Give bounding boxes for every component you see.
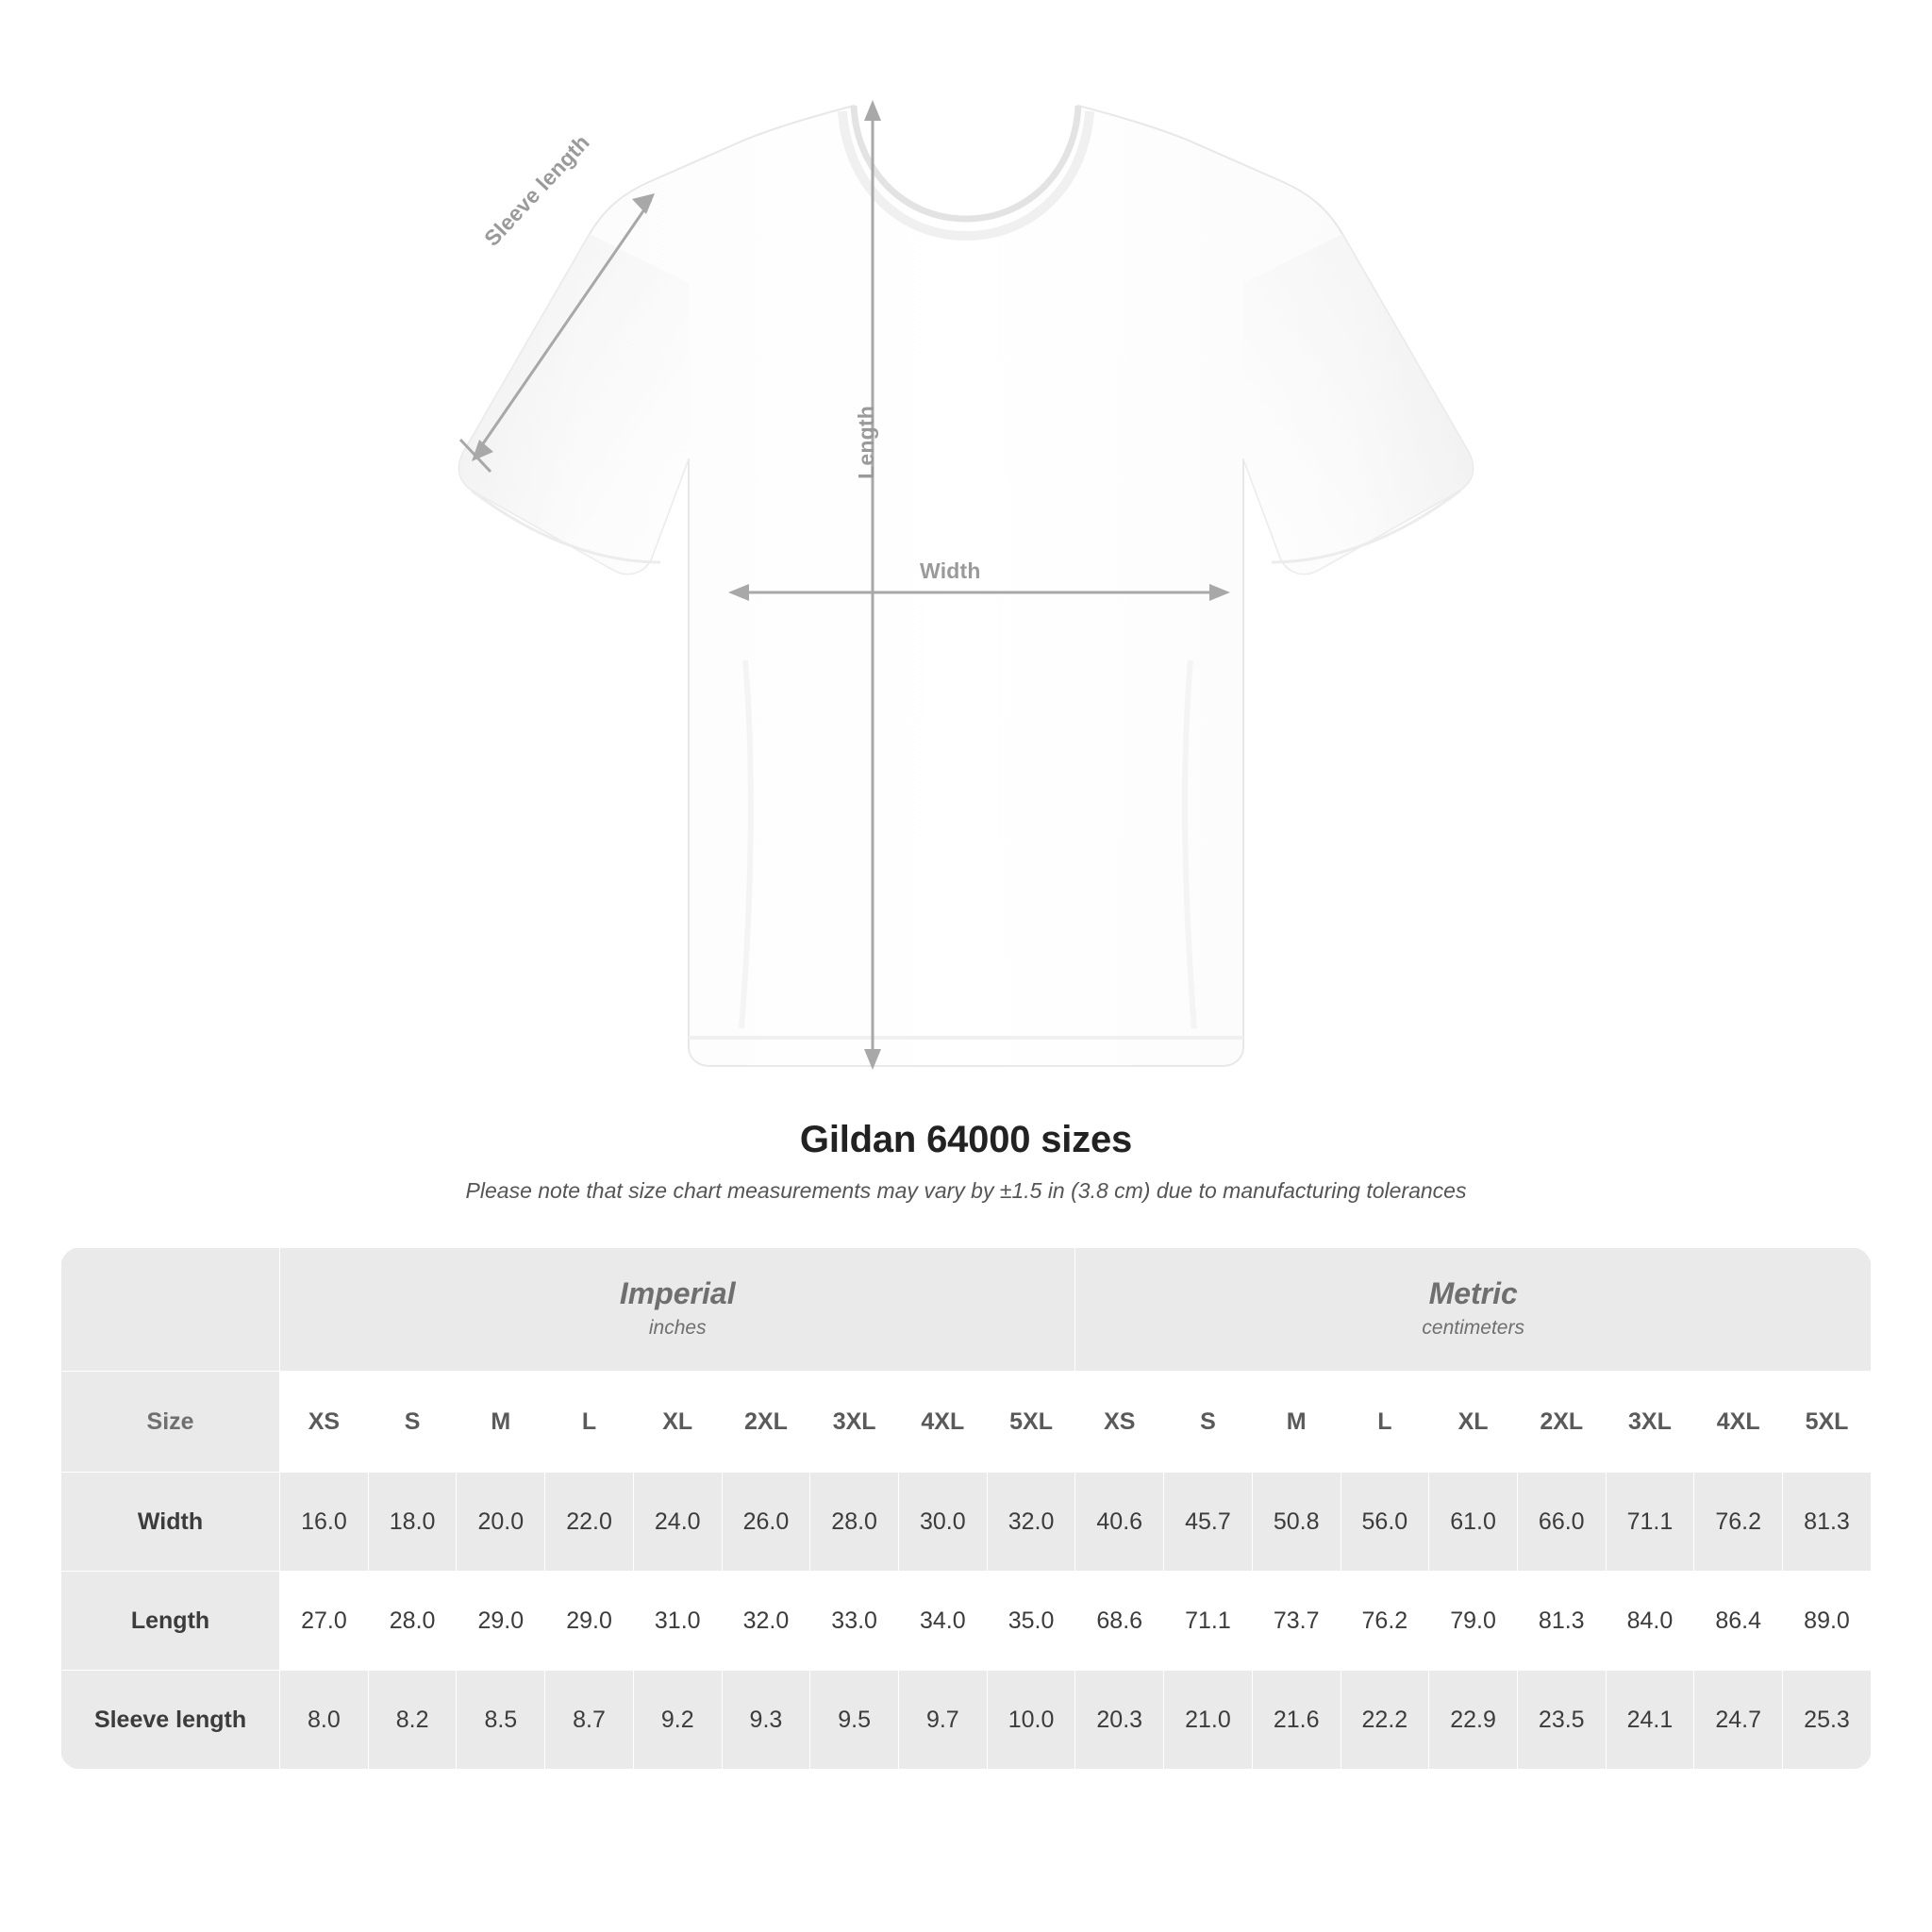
col-header-4xl-in: 4XL	[898, 1372, 987, 1473]
metric-subtitle: centimeters	[1422, 1317, 1524, 1340]
cell-width-14: 66.0	[1517, 1473, 1606, 1572]
cell-width-6: 28.0	[810, 1473, 899, 1572]
row-header-length: Length	[61, 1572, 280, 1671]
col-header-xs-cm: XS	[1075, 1372, 1164, 1473]
cell-sleeve-17: 25.3	[1783, 1671, 1872, 1770]
metric-title: Metric	[1428, 1276, 1518, 1311]
col-header-2xl-cm: 2XL	[1517, 1372, 1606, 1473]
col-header-5xl-in: 5XL	[987, 1372, 1075, 1473]
cell-length-10: 71.1	[1164, 1572, 1253, 1671]
col-header-3xl-in: 3XL	[810, 1372, 899, 1473]
cell-length-15: 84.0	[1606, 1572, 1694, 1671]
table-row-sleeve-length	[61, 1671, 1872, 1770]
cell-width-4: 24.0	[633, 1473, 722, 1572]
cell-sleeve-7: 9.7	[898, 1671, 987, 1770]
cell-length-5: 32.0	[722, 1572, 810, 1671]
col-header-2xl-in: 2XL	[722, 1372, 810, 1473]
row-header-sleeve-length: Sleeve length	[61, 1671, 280, 1770]
title-block	[0, 1119, 1932, 1204]
cell-sleeve-3: 8.7	[545, 1671, 634, 1770]
imperial-subtitle: inches	[648, 1317, 707, 1340]
cell-sleeve-8: 10.0	[987, 1671, 1075, 1770]
cell-length-17: 89.0	[1783, 1572, 1872, 1671]
cell-length-7: 34.0	[898, 1572, 987, 1671]
cell-length-4: 31.0	[633, 1572, 722, 1671]
cell-length-13: 79.0	[1429, 1572, 1518, 1671]
cell-sleeve-4: 9.2	[633, 1671, 722, 1770]
cell-width-15: 71.1	[1606, 1473, 1694, 1572]
cell-width-16: 76.2	[1694, 1473, 1783, 1572]
cell-sleeve-11: 21.6	[1252, 1671, 1341, 1770]
col-header-5xl-cm: 5XL	[1783, 1372, 1872, 1473]
cell-sleeve-15: 24.1	[1606, 1671, 1694, 1770]
col-header-s-in: S	[368, 1372, 457, 1473]
length-dimension-label: Length	[854, 406, 878, 479]
cell-length-14: 81.3	[1517, 1572, 1606, 1671]
cell-length-2: 29.0	[457, 1572, 545, 1671]
cell-sleeve-13: 22.9	[1429, 1671, 1518, 1770]
cell-width-17: 81.3	[1783, 1473, 1872, 1572]
table-row-length	[61, 1572, 1872, 1671]
cell-width-11: 50.8	[1252, 1473, 1341, 1572]
cell-length-12: 76.2	[1341, 1572, 1429, 1671]
cell-length-1: 28.0	[368, 1572, 457, 1671]
size-header-cell: Size	[61, 1372, 280, 1473]
col-header-s-cm: S	[1164, 1372, 1253, 1473]
cell-sleeve-6: 9.5	[810, 1671, 899, 1770]
col-header-xl-in: XL	[633, 1372, 722, 1473]
cell-sleeve-2: 8.5	[457, 1671, 545, 1770]
cell-sleeve-9: 20.3	[1075, 1671, 1164, 1770]
col-header-m-cm: M	[1252, 1372, 1341, 1473]
column-header-row	[61, 1372, 1872, 1473]
unit-header-spacer	[61, 1248, 280, 1372]
cell-width-8: 32.0	[987, 1473, 1075, 1572]
cell-sleeve-5: 9.3	[722, 1671, 810, 1770]
cell-width-10: 45.7	[1164, 1473, 1253, 1572]
col-header-l-cm: L	[1341, 1372, 1429, 1473]
cell-sleeve-16: 24.7	[1694, 1671, 1783, 1770]
cell-sleeve-1: 8.2	[368, 1671, 457, 1770]
col-header-m-in: M	[457, 1372, 545, 1473]
page-title: Gildan 64000 sizes	[799, 1119, 1133, 1160]
cell-length-3: 29.0	[545, 1572, 634, 1671]
imperial-title: Imperial	[619, 1276, 736, 1311]
cell-length-9: 68.6	[1075, 1572, 1164, 1671]
col-header-4xl-cm: 4XL	[1694, 1372, 1783, 1473]
sleeve-length-dimension-label: Sleeve length	[479, 129, 594, 251]
cell-width-7: 30.0	[898, 1473, 987, 1572]
cell-length-16: 86.4	[1694, 1572, 1783, 1671]
table-row-width	[61, 1473, 1872, 1572]
unit-header-row	[61, 1248, 1872, 1372]
cell-length-6: 33.0	[810, 1572, 899, 1671]
tolerance-note: Please note that size chart measurements may vary by ±1.5 in (3.8 cm) due to manufacturing tolerances	[465, 1178, 1467, 1203]
metric-group-header	[1075, 1248, 1872, 1372]
width-dimension-label: Width	[920, 558, 981, 583]
cell-length-11: 73.7	[1252, 1572, 1341, 1671]
cell-width-1: 18.0	[368, 1473, 457, 1572]
cell-width-2: 20.0	[457, 1473, 545, 1572]
col-header-l-in: L	[545, 1372, 634, 1473]
cell-width-0: 16.0	[280, 1473, 369, 1572]
size-table-wrapper	[60, 1247, 1872, 1770]
cell-length-0: 27.0	[280, 1572, 369, 1671]
cell-width-13: 61.0	[1429, 1473, 1518, 1572]
cell-width-5: 26.0	[722, 1473, 810, 1572]
cell-sleeve-14: 23.5	[1517, 1671, 1606, 1770]
col-header-3xl-cm: 3XL	[1606, 1372, 1694, 1473]
cell-sleeve-0: 8.0	[280, 1671, 369, 1770]
row-header-width: Width	[61, 1473, 280, 1572]
col-header-xs-in: XS	[280, 1372, 369, 1473]
cell-sleeve-12: 22.2	[1341, 1671, 1429, 1770]
size-table	[60, 1247, 1872, 1770]
cell-width-12: 56.0	[1341, 1473, 1429, 1572]
cell-width-3: 22.0	[545, 1473, 634, 1572]
col-header-xl-cm: XL	[1429, 1372, 1518, 1473]
cell-width-9: 40.6	[1075, 1473, 1164, 1572]
cell-length-8: 35.0	[987, 1572, 1075, 1671]
cell-sleeve-10: 21.0	[1164, 1671, 1253, 1770]
imperial-group-header	[280, 1248, 1075, 1372]
